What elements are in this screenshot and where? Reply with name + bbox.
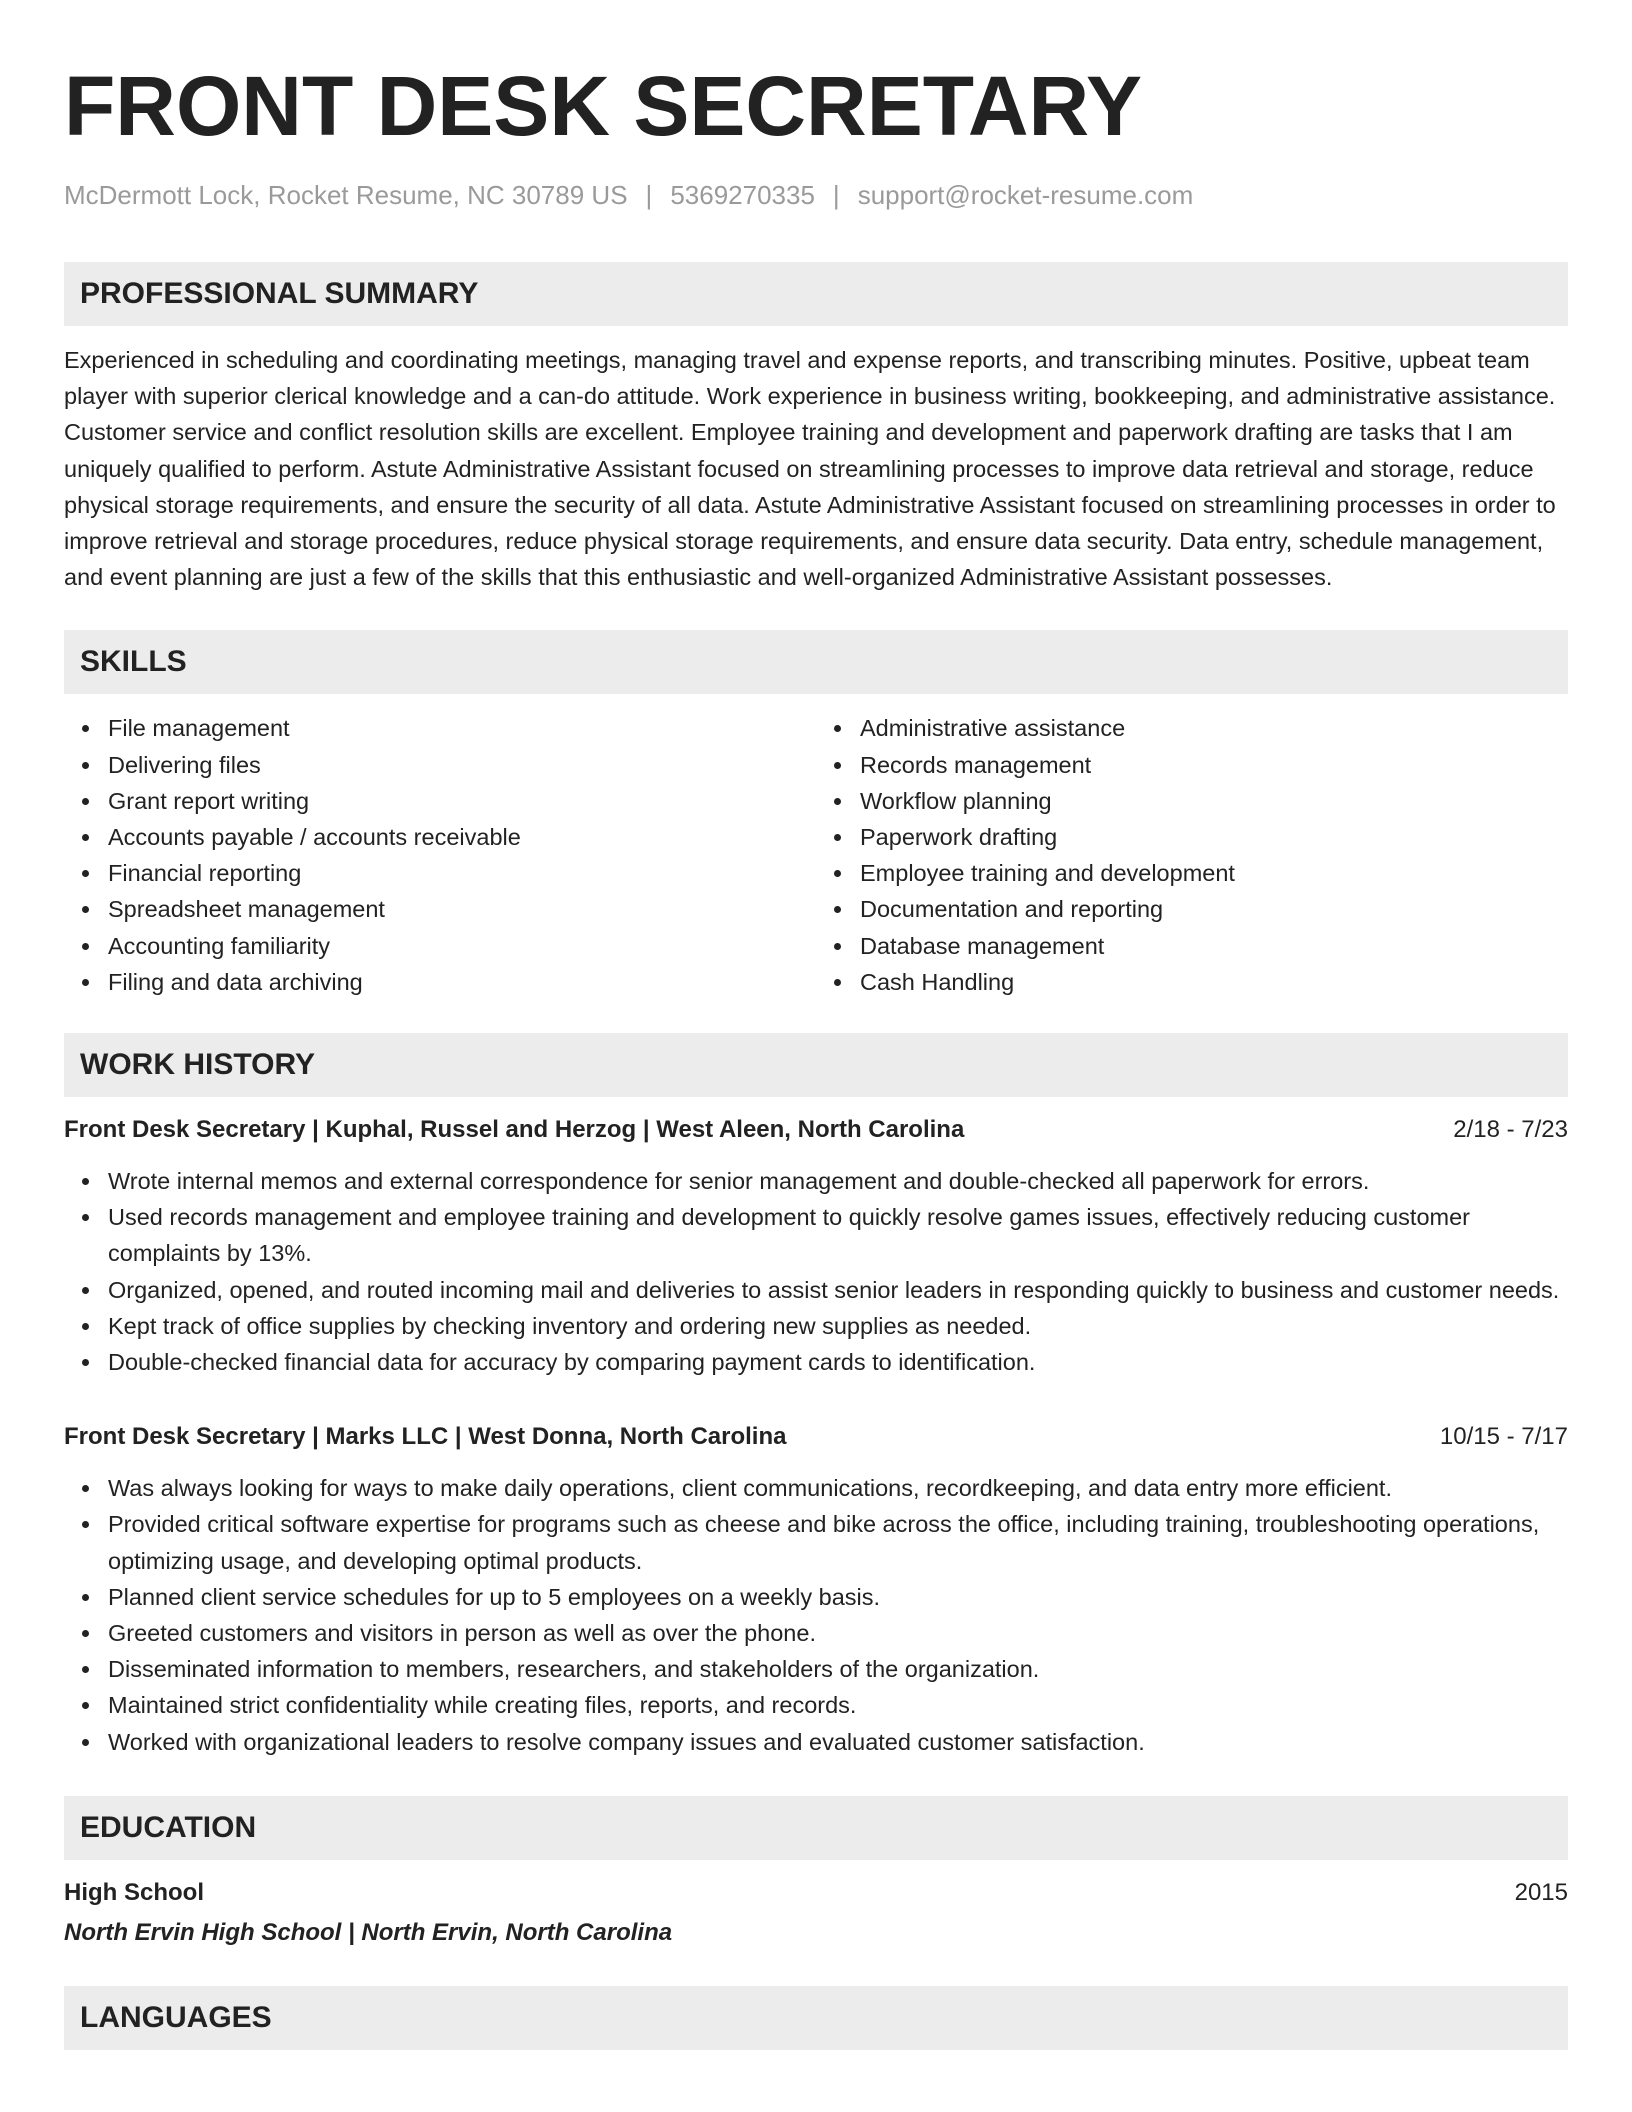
- skill-item: Documentation and reporting: [860, 891, 1568, 927]
- job-bullet: Kept track of office supplies by checking inventory and ordering new supplies as needed.: [108, 1308, 1568, 1344]
- resume-title: FRONT DESK SECRETARY: [64, 59, 1143, 153]
- section-header-work-history: WORK HISTORY: [64, 1033, 1568, 1097]
- skill-item: Database management: [860, 928, 1568, 964]
- job-bullet: Greeted customers and visitors in person as well as over the phone.: [108, 1615, 1568, 1651]
- skills-column-right: [816, 710, 1568, 1000]
- contact-phone: 5369270335: [670, 180, 815, 210]
- education-school: North Ervin High School | North Ervin, North Carolina: [64, 1918, 673, 1946]
- skill-item: Cash Handling: [860, 964, 1568, 1000]
- skill-item: Accounts payable / accounts receivable: [108, 819, 816, 855]
- contact-line: [64, 178, 1568, 212]
- section-header-skills: SKILLS: [64, 630, 1568, 694]
- summary-text: Experienced in scheduling and coordinating meetings, managing travel and expense reports, and transcribing minutes. Positive, upbeat team player with superior clerical knowledge and a can-do attitude. Work experience in business writing, bookkeeping, and administrative assistance. Customer service and conflict resolution skills are excellent. Employee training and development and paperwork drafting are tasks that I am uniquely qualified to perform. Astute Administrative Assistant focused on streamlining processes to improve data retrieval and storage, reduce physical storage requirements, and ensure the security of all data. Astute Administrative Assistant focused on streamlining processes in order to improve retrieval and storage procedures, reduce physical storage requirements, and ensure data security. Data entry, schedule management, and event planning are just a few of the skills that this enthusiastic and well-organized Administrative Assistant possesses.: [64, 347, 1556, 591]
- skill-item: Workflow planning: [860, 783, 1568, 819]
- skills-grid: [64, 710, 1568, 1000]
- job-bullet: Was always looking for ways to make daily operations, client communications, recordkeeping, and data entry more efficient.: [108, 1470, 1568, 1506]
- job-bullet: Worked with organizational leaders to resolve company issues and evaluated customer satisfaction.: [108, 1724, 1568, 1760]
- job-bullet-list: [64, 1470, 1568, 1760]
- job-bullet: Organized, opened, and routed incoming mail and deliveries to assist senior leaders in responding quickly to business and customer needs.: [108, 1272, 1568, 1308]
- job-title-row: [64, 1113, 1568, 1147]
- job-title: Front Desk Secretary | Kuphal, Russel and Herzog | West Aleen, North Carolina: [64, 1116, 965, 1144]
- job-bullet: Planned client service schedules for up to 5 employees on a weekly basis.: [108, 1579, 1568, 1615]
- skill-item: Paperwork drafting: [860, 819, 1568, 855]
- job-dates: 10/15 - 7/17: [1439, 1423, 1568, 1451]
- education-row: [64, 1876, 1568, 1910]
- education-year: 2015: [1514, 1878, 1568, 1906]
- skill-item: Employee training and development: [860, 855, 1568, 891]
- section-header-languages: LANGUAGES: [64, 1986, 1568, 2050]
- job-bullet: Provided critical software expertise for programs such as cheese and bike across the office, including training, troubleshooting operations, optimizing usage, and developing optimal products.: [108, 1506, 1568, 1578]
- skill-item: Spreadsheet management: [108, 891, 816, 927]
- contact-address: McDermott Lock, Rocket Resume, NC 30789 US: [64, 180, 628, 210]
- skill-item: File management: [108, 710, 816, 746]
- job-entry: [64, 1113, 1568, 1380]
- skills-column-left: [64, 710, 816, 1000]
- contact-separator: |: [832, 180, 840, 210]
- skill-item: Delivering files: [108, 747, 816, 783]
- job-bullet: Maintained strict confidentiality while creating files, reports, and records.: [108, 1687, 1568, 1723]
- skill-item: Grant report writing: [108, 783, 816, 819]
- contact-separator: |: [645, 180, 653, 210]
- skill-item: Filing and data archiving: [108, 964, 816, 1000]
- job-entry: [64, 1420, 1568, 1760]
- job-bullet: Double-checked financial data for accuracy by comparing payment cards to identification.: [108, 1344, 1568, 1380]
- contact-email: support@rocket-resume.com: [857, 180, 1194, 210]
- job-bullet: Wrote internal memos and external correspondence for senior management and double-checked all paperwork for errors.: [108, 1163, 1568, 1199]
- skill-item: Administrative assistance: [860, 710, 1568, 746]
- job-title: Front Desk Secretary | Marks LLC | West Donna, North Carolina: [64, 1423, 787, 1451]
- skill-item: Financial reporting: [108, 855, 816, 891]
- job-bullet: Disseminated information to members, researchers, and stakeholders of the organization.: [108, 1651, 1568, 1687]
- job-title-row: [64, 1420, 1568, 1454]
- job-bullet: Used records management and employee training and development to quickly resolve games issues, effectively reducing customer complaints by 13%.: [108, 1199, 1568, 1271]
- job-bullet-list: [64, 1163, 1568, 1380]
- skill-item: Accounting familiarity: [108, 928, 816, 964]
- job-dates: 2/18 - 7/23: [1453, 1116, 1568, 1144]
- skill-item: Records management: [860, 747, 1568, 783]
- section-header-summary: PROFESSIONAL SUMMARY: [64, 262, 1568, 326]
- education-degree: High School: [64, 1878, 204, 1906]
- section-header-education: EDUCATION: [64, 1796, 1568, 1860]
